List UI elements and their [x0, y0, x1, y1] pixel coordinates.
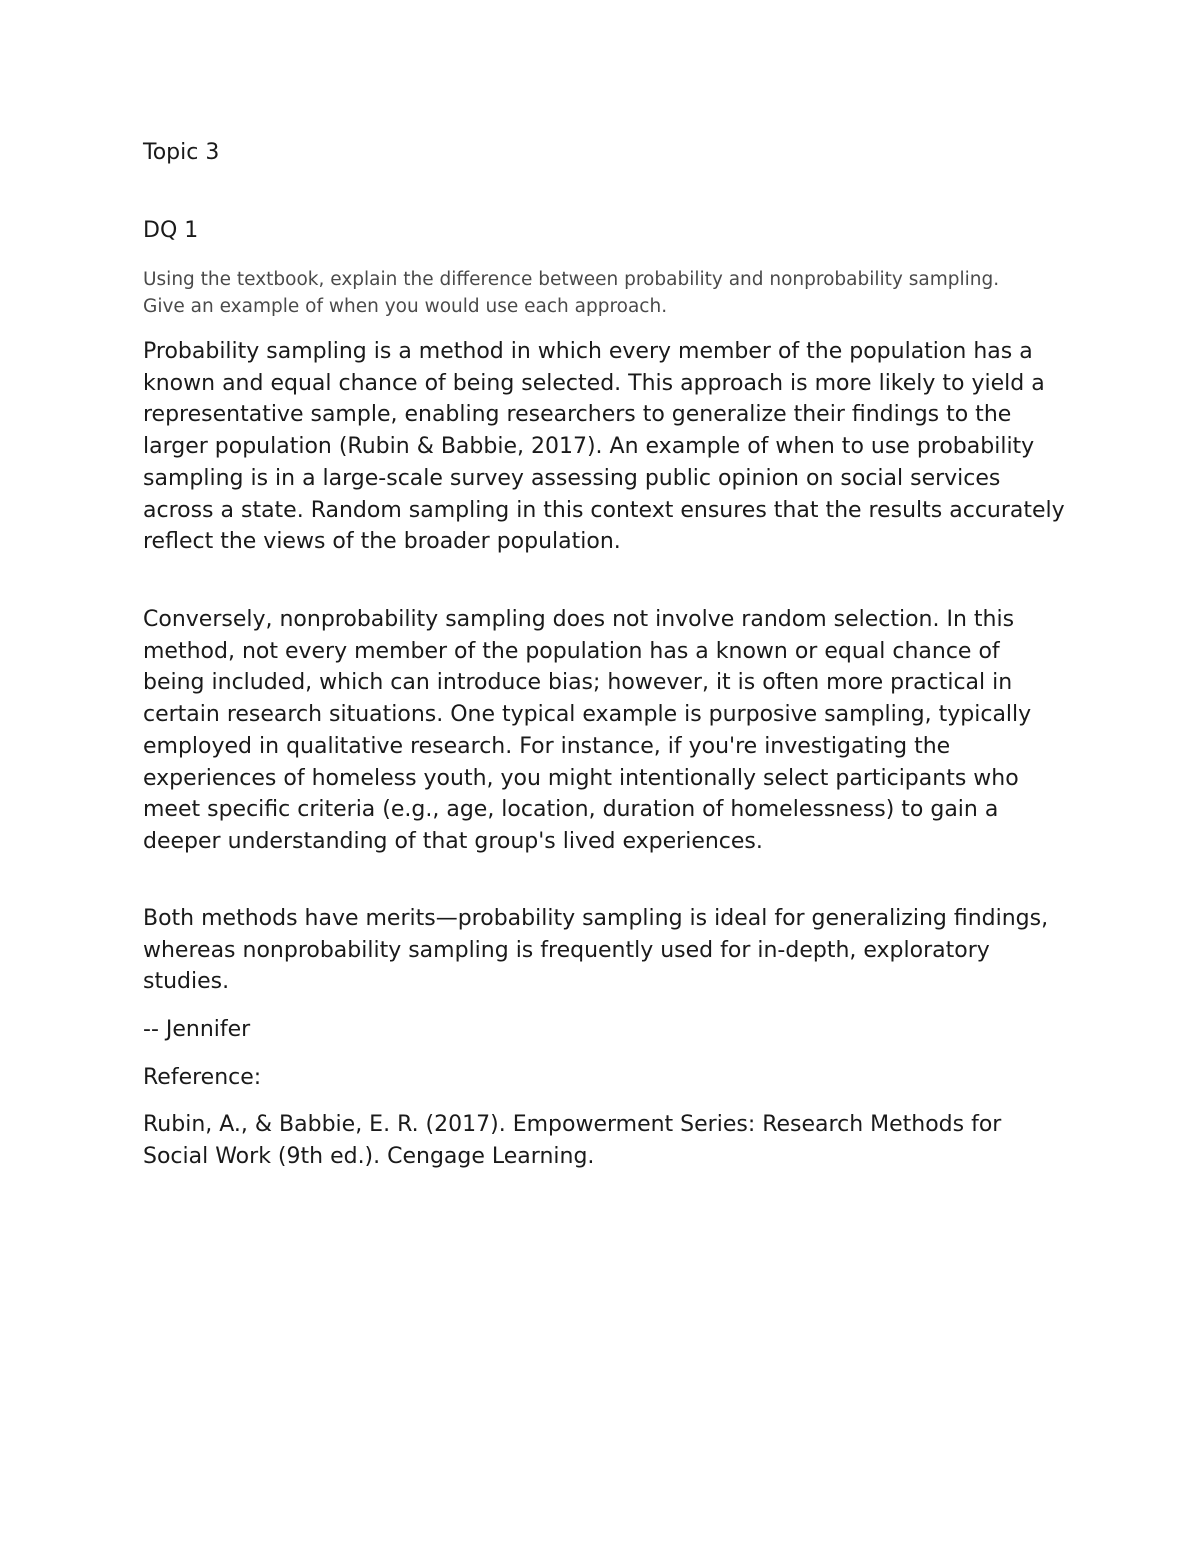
paragraph-probability-sampling: Probability sampling is a method in which every member of the population has a known and equal chance of being selected. This approach is more likely to yield a representative sample, enabling researchers to generalize their findings to the larger population (Rubin & Babbie, 2017). An example of when to use probability sampling is in a large-scale survey assessing public opinion on social services across a state. Random sampling in this context ensures that the results accurately reflect the views of the broader population. [143, 339, 1065, 555]
question-prompt: Using the textbook, explain the difference between probability and nonprobability sampling. Give an example of when you would use each approach. [143, 269, 1000, 317]
topic-heading: Topic 3 [143, 140, 220, 165]
paragraph-conclusion: Both methods have merits—probability sampling is ideal for generalizing findings, whereas nonprobability sampling is frequently used for in-depth, exploratory studies. [143, 906, 1049, 995]
reference-citation: Rubin, A., & Babbie, E. R. (2017). Empowerment Series: Research Methods for Social Work (9th ed.). Cengage Learning. [143, 1112, 1002, 1169]
discussion-question-heading: DQ 1 [143, 218, 199, 243]
signature: -- Jennifer [143, 1017, 251, 1042]
paragraph-nonprobability-sampling: Conversely, nonprobability sampling does not involve random selection. In this method, not every member of the population has a known or equal chance of being included, which can introduce bias; however, it is often more practical in certain research situations. One typical example is purposive sampling, typically employed in qualitative research. For instance, if you're investigating the experiences of homeless youth, you might intentionally select participants who meet specific criteria (e.g., age, location, duration of homelessness) to gain a deeper understanding of that group's lived experiences. [143, 607, 1032, 854]
reference-label: Reference: [143, 1065, 262, 1090]
